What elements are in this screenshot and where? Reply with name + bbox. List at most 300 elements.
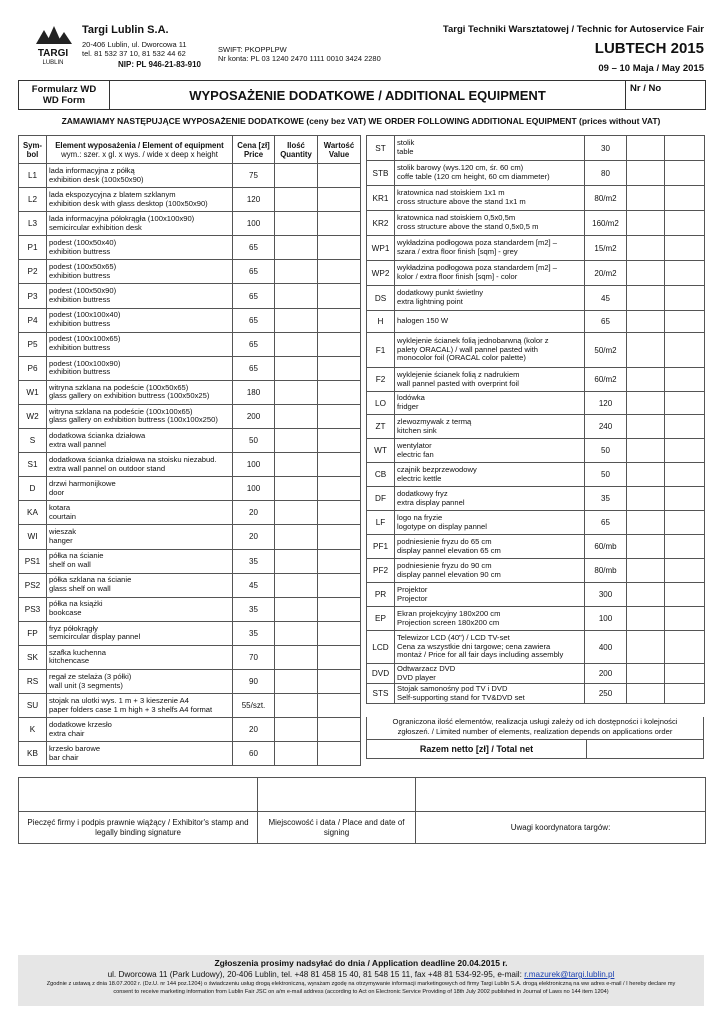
value-field[interactable]: [318, 332, 361, 356]
item-price: 15/m2: [585, 236, 627, 261]
value-field[interactable]: [318, 164, 361, 188]
quantity-field[interactable]: [275, 380, 318, 404]
item-price: 300: [585, 583, 627, 607]
table-row: [367, 559, 705, 583]
place-date-label: Miejscowość i data / Place and date of signing: [268, 817, 405, 837]
value-field[interactable]: [318, 308, 361, 332]
item-description: kotara courtain: [47, 501, 233, 525]
item-code: SU: [19, 694, 47, 718]
item-price: 120: [233, 188, 275, 212]
value-field[interactable]: [318, 284, 361, 308]
table-row: [367, 286, 705, 311]
swift-code: SWIFT: PKOPPLPW: [218, 45, 287, 54]
quantity-field[interactable]: [627, 136, 665, 161]
item-price: 65: [585, 311, 627, 333]
quantity-field[interactable]: [275, 549, 318, 573]
item-description: drzwi harmonijkowe door: [47, 477, 233, 501]
quantity-field[interactable]: [627, 559, 665, 583]
item-code: STB: [367, 161, 395, 186]
item-price: 80/mb: [585, 559, 627, 583]
value-field[interactable]: [665, 583, 705, 607]
value-field[interactable]: [318, 694, 361, 718]
quantity-field[interactable]: [275, 212, 318, 236]
item-description: podest (100x50x90) exhibition buttress: [47, 284, 233, 308]
bank-info: [218, 45, 381, 63]
value-field[interactable]: [665, 607, 705, 631]
table-row: [367, 261, 705, 286]
table-row: [367, 161, 705, 186]
value-field[interactable]: [665, 415, 705, 439]
quantity-field[interactable]: [275, 718, 318, 742]
table-row: [19, 212, 361, 236]
stamp-label: Pieczęć firmy i podpis prawnie wiążący / Exhibitor's stamp and legally binding signature: [27, 817, 249, 837]
table-row: [367, 684, 705, 704]
quantity-field[interactable]: [627, 368, 665, 392]
quantity-field[interactable]: [275, 597, 318, 621]
item-code: KR1: [367, 186, 395, 211]
place-date-cell: [258, 778, 416, 843]
item-description: półka na książki bookcase: [47, 597, 233, 621]
fair-dates: 09 – 10 Maja / May 2015: [598, 63, 704, 74]
item-description: dodatkowe krzesło extra chair: [47, 718, 233, 742]
total-row: [366, 739, 704, 759]
item-price: 120: [585, 392, 627, 415]
item-price: 35: [585, 487, 627, 511]
org-phone: tel. 81 532 37 10, 81 532 44 62: [82, 49, 186, 58]
value-field[interactable]: [318, 260, 361, 284]
item-price: 80/m2: [585, 186, 627, 211]
item-description: wieszak hanger: [47, 525, 233, 549]
legal-note: [18, 980, 704, 996]
quantity-field[interactable]: [275, 645, 318, 669]
item-description: półka szklana na ścianie glass shelf on wall: [47, 573, 233, 597]
quantity-field[interactable]: [275, 694, 318, 718]
quantity-field[interactable]: [627, 684, 665, 704]
item-price: 200: [585, 664, 627, 684]
quantity-field[interactable]: [275, 404, 318, 428]
total-label: Razem netto [zł] / Total net: [367, 740, 587, 758]
signature-block: [18, 777, 706, 844]
item-price: 400: [585, 631, 627, 664]
table-row: [19, 525, 361, 549]
quantity-field[interactable]: [275, 573, 318, 597]
table-row: [367, 415, 705, 439]
equipment-table-left: [18, 135, 361, 766]
item-code: L2: [19, 188, 47, 212]
table-row: [367, 607, 705, 631]
email-link[interactable]: r.mazurek@targi.lublin.pl: [524, 970, 615, 979]
value-field[interactable]: [318, 356, 361, 380]
quantity-field[interactable]: [627, 211, 665, 236]
table-row: [367, 664, 705, 684]
table-row: [19, 597, 361, 621]
item-code: KA: [19, 501, 47, 525]
item-description: halogen 150 W: [395, 311, 585, 333]
item-code: P4: [19, 308, 47, 332]
table-row: [19, 501, 361, 525]
table-row: [19, 380, 361, 404]
value-field[interactable]: [318, 453, 361, 477]
item-description: wentylator electric fan: [395, 439, 585, 463]
item-price: 60: [233, 742, 275, 766]
item-description: dodatkowa ścianka działowa na stoisku niezabud. extra wall pannel on outdoor stand: [47, 453, 233, 477]
item-code: EP: [367, 607, 395, 631]
quantity-field[interactable]: [275, 453, 318, 477]
item-description: stolik table: [395, 136, 585, 161]
item-code: CB: [367, 463, 395, 487]
org-name: Targi Lublin S.A.: [82, 24, 169, 36]
table-row: [19, 453, 361, 477]
place-date-field[interactable]: [258, 778, 415, 812]
item-description: lada ekspozycyjna z blatem szklanym exhibition desk with glass desktop (100x50x90): [47, 188, 233, 212]
value-field[interactable]: [318, 525, 361, 549]
table-row: [367, 511, 705, 535]
coordinator-cell: [416, 778, 705, 843]
item-price: 20: [233, 525, 275, 549]
item-description: fryz półokrągły semicircular display pannel: [47, 621, 233, 645]
value-field[interactable]: [665, 286, 705, 311]
quantity-field[interactable]: [627, 333, 665, 368]
quantity-field[interactable]: [627, 286, 665, 311]
form-number-field[interactable]: Nr / No: [625, 81, 705, 109]
item-code: PS1: [19, 549, 47, 573]
item-description: podniesienie fryzu do 65 cm display pannel elevation 65 cm: [395, 535, 585, 559]
item-price: 65: [233, 260, 275, 284]
item-description: podest (100x50x65) exhibition buttress: [47, 260, 233, 284]
item-description: wykładzina podłogowa poza standardem [m2] – szara / extra floor finish [sqm] - grey: [395, 236, 585, 261]
table-row: [19, 429, 361, 453]
quantity-field[interactable]: [275, 525, 318, 549]
value-field[interactable]: [665, 631, 705, 664]
item-description: Ekran projekcyjny 180x200 cm Projection screen 180x200 cm: [395, 607, 585, 631]
item-description: wyklejenie ścianek folią z nadrukiem wall pannel pasted with overprint foil: [395, 368, 585, 392]
legal-line-2: consent to receive marketing information from Lublin Fair JSC on a/m e-mail address (according to Act on Electronic Service Providing of 18th July 2002 published in Journal of Laws no 144 item 1204): [113, 989, 609, 995]
table-row: [19, 236, 361, 260]
value-field[interactable]: [318, 188, 361, 212]
table-row: [19, 621, 361, 645]
item-description: lada informacyjna z półką exhibition desk (100x50x90): [47, 164, 233, 188]
quantity-field[interactable]: [627, 511, 665, 535]
item-price: 250: [585, 684, 627, 704]
item-code: K: [19, 718, 47, 742]
table-row: [19, 164, 361, 188]
value-field[interactable]: [318, 236, 361, 260]
form-title-box: [18, 80, 706, 110]
item-price: 35: [233, 621, 275, 645]
value-field[interactable]: [665, 211, 705, 236]
quantity-field[interactable]: [627, 161, 665, 186]
footer-address: ul. Dworcowa 11 (Park Ludowy), 20-406 Lublin, tel. +48 81 458 15 40, 81 548 15 11, fax +48 81 534-92-95, e-mail: r.mazurek@targi.lublin.pl: [107, 970, 615, 979]
item-description: zlewozmywak z termą kitchen sink: [395, 415, 585, 439]
item-code: WP1: [367, 236, 395, 261]
item-price: 35: [233, 549, 275, 573]
item-description: Telewizor LCD (40") / LCD TV-set Cena za wszystkie dni targowe; cena zawiera montaż / Price for all fair days including assembly: [395, 631, 585, 664]
item-price: 70: [233, 645, 275, 669]
quantity-field[interactable]: [275, 621, 318, 645]
value-field[interactable]: [665, 368, 705, 392]
table-row: [19, 573, 361, 597]
item-description: dodatkowa ścianka działowa extra wall pannel: [47, 429, 233, 453]
item-description: wyklejenie ścianek folią jednobarwną (kolor z palety ORACAL) / wall pannel pasted with monocolor foil (ORACAL color palette): [395, 333, 585, 368]
table-row: [367, 463, 705, 487]
table-row: [19, 742, 361, 766]
value-field[interactable]: [665, 311, 705, 333]
company-logo: [30, 22, 76, 66]
value-field[interactable]: [665, 333, 705, 368]
item-code: P3: [19, 284, 47, 308]
value-field[interactable]: [318, 718, 361, 742]
order-statement: ZAMAWIAMY NASTĘPUJĄCE WYPOSAŻENIE DODATKOWE (ceny bez VAT) WE ORDER FOLLOWING ADDITIONAL EQUIPMENT (prices without VAT): [61, 116, 661, 126]
logo-sub: LUBLIN: [42, 60, 64, 66]
item-code: KB: [19, 742, 47, 766]
fair-code: LUBTECH 2015: [594, 40, 704, 57]
value-field[interactable]: [665, 161, 705, 186]
item-description: stojak na ulotki wys. 1 m + 3 kieszenie A4 paper folders case 1 m high + 3 shelfs A4 format: [47, 694, 233, 718]
value-field[interactable]: [318, 212, 361, 236]
item-description: kratownica nad stoiskiem 0,5x0,5m cross structure above the stand 0,5x0,5 m: [395, 211, 585, 236]
table-row: [367, 631, 705, 664]
item-price: 80: [585, 161, 627, 186]
table-row: [19, 308, 361, 332]
item-price: 50: [585, 439, 627, 463]
quantity-field[interactable]: [275, 356, 318, 380]
value-field[interactable]: [665, 463, 705, 487]
table-row: [19, 356, 361, 380]
table-row: [367, 392, 705, 415]
item-price: 65: [233, 356, 275, 380]
item-code: H: [367, 311, 395, 333]
stamp-cell: [19, 778, 258, 843]
value-field[interactable]: [318, 669, 361, 693]
table-row: [367, 236, 705, 261]
item-description: podest (100x50x40) exhibition buttress: [47, 236, 233, 260]
value-field[interactable]: [318, 549, 361, 573]
value-field[interactable]: [318, 477, 361, 501]
item-price: 50: [233, 429, 275, 453]
item-code: W2: [19, 404, 47, 428]
quantity-field[interactable]: [627, 415, 665, 439]
value-field[interactable]: [665, 439, 705, 463]
org-address: 20-406 Lublin, ul. Dworcowa 11: [82, 40, 187, 49]
value-field[interactable]: [318, 573, 361, 597]
col-symbol: Sym- bol: [19, 136, 47, 164]
item-code: LF: [367, 511, 395, 535]
item-price: 50: [585, 463, 627, 487]
table-row: [367, 487, 705, 511]
quantity-field[interactable]: [275, 669, 318, 693]
value-field[interactable]: [665, 261, 705, 286]
item-description: dodatkowy punkt świetlny extra lightning point: [395, 286, 585, 311]
item-code: FP: [19, 621, 47, 645]
item-description: dodatkowy fryz extra display pannel: [395, 487, 585, 511]
item-price: 20/m2: [585, 261, 627, 286]
item-price: 60/mb: [585, 535, 627, 559]
coordinator-label: Uwagi koordynatora targów:: [510, 822, 611, 832]
note-line-pl: Ograniczona ilość elementów, realizacja usługi zależy od ich dostępności i kolejności: [392, 717, 678, 726]
item-description: półka na ścianie shelf on wall: [47, 549, 233, 573]
value-field[interactable]: [665, 511, 705, 535]
quantity-field[interactable]: [275, 308, 318, 332]
item-description: lodówka fridger: [395, 392, 585, 415]
table-row: [367, 333, 705, 368]
item-code: L1: [19, 164, 47, 188]
table-row: [19, 669, 361, 693]
value-field[interactable]: [665, 559, 705, 583]
quantity-field[interactable]: [275, 742, 318, 766]
quantity-field[interactable]: [275, 188, 318, 212]
item-price: 90: [233, 669, 275, 693]
item-price: 100: [233, 453, 275, 477]
item-description: logo na fryzie logotype on display pannel: [395, 511, 585, 535]
quantity-field[interactable]: [627, 439, 665, 463]
quantity-field[interactable]: [627, 664, 665, 684]
item-price: 65: [233, 236, 275, 260]
item-code: W1: [19, 380, 47, 404]
item-code: P5: [19, 332, 47, 356]
item-description: witryna szklana na podeście (100x50x65) glass gallery on exhibition buttress (100x50x25): [47, 380, 233, 404]
item-price: 65: [585, 511, 627, 535]
form-title: WYPOSAŻENIE DODATKOWE / ADDITIONAL EQUIPMENT: [189, 87, 546, 103]
item-description: stolik barowy (wys.120 cm, śr. 60 cm) coffe table (120 cm height, 60 cm diammeter): [395, 161, 585, 186]
value-field[interactable]: [318, 742, 361, 766]
quantity-field[interactable]: [275, 429, 318, 453]
item-price: 60/m2: [585, 368, 627, 392]
value-field[interactable]: [318, 597, 361, 621]
table-row: [19, 549, 361, 573]
quantity-field[interactable]: [627, 631, 665, 664]
item-code: SK: [19, 645, 47, 669]
total-value-field[interactable]: [587, 740, 703, 758]
table-row: [19, 332, 361, 356]
quantity-field[interactable]: [275, 332, 318, 356]
value-field[interactable]: [665, 236, 705, 261]
item-price: 65: [233, 332, 275, 356]
item-code: L3: [19, 212, 47, 236]
item-code: S: [19, 429, 47, 453]
item-code: DF: [367, 487, 395, 511]
col-element: Element wyposażenia / Element of equipment wym.: szer. x gl. x wys. / wide x deep x height: [47, 136, 233, 164]
coordinator-field[interactable]: [416, 778, 705, 812]
item-code: F1: [367, 333, 395, 368]
value-field[interactable]: [665, 186, 705, 211]
quantity-field[interactable]: [627, 535, 665, 559]
item-price: 75: [233, 164, 275, 188]
item-description: Stojak samonośny pod TV i DVD Self-supporting stand for TV&DVD set: [395, 684, 585, 704]
item-code: LCD: [367, 631, 395, 664]
account-number: Nr konta: PL 03 1240 2470 1111 0010 3424 2280: [218, 54, 381, 63]
item-description: Odtwarzacz DVD DVD player: [395, 664, 585, 684]
quantity-field[interactable]: [627, 463, 665, 487]
table-row: [19, 645, 361, 669]
quantity-field[interactable]: [275, 260, 318, 284]
value-field[interactable]: [665, 392, 705, 415]
item-description: podest (100x100x90) exhibition buttress: [47, 356, 233, 380]
value-field[interactable]: [665, 535, 705, 559]
item-code: ZT: [367, 415, 395, 439]
value-field[interactable]: [318, 645, 361, 669]
item-description: podest (100x100x65) exhibition buttress: [47, 332, 233, 356]
value-field[interactable]: [665, 136, 705, 161]
item-description: witryna szklana na podeście (100x100x65) glass gallery on exhibition buttress (100x100x250): [47, 404, 233, 428]
org-nip: NIP: PL 946-21-83-910: [118, 60, 202, 69]
org-contact: [82, 40, 187, 58]
logo-icon: [30, 22, 76, 66]
item-price: 65: [233, 308, 275, 332]
table-row: [367, 535, 705, 559]
quantity-field[interactable]: [627, 487, 665, 511]
quantity-field[interactable]: [627, 236, 665, 261]
value-field[interactable]: [318, 404, 361, 428]
value-field[interactable]: [665, 684, 705, 704]
item-code: P2: [19, 260, 47, 284]
item-code: PS3: [19, 597, 47, 621]
item-description: regał ze stelaża (3 półki) wall unit (3 segments): [47, 669, 233, 693]
quantity-field[interactable]: [627, 311, 665, 333]
item-description: Projektor Projector: [395, 583, 585, 607]
table-row: [19, 404, 361, 428]
item-price: 180: [233, 380, 275, 404]
quantity-field[interactable]: [627, 583, 665, 607]
item-price: 200: [233, 404, 275, 428]
item-code: PF1: [367, 535, 395, 559]
stamp-field[interactable]: [19, 778, 257, 812]
quantity-field[interactable]: [275, 501, 318, 525]
col-value: Wartość Value: [318, 136, 361, 164]
table-row: [19, 694, 361, 718]
value-field[interactable]: [318, 429, 361, 453]
quantity-field[interactable]: [275, 164, 318, 188]
quantity-field[interactable]: [627, 392, 665, 415]
value-field[interactable]: [318, 621, 361, 645]
item-price: 45: [585, 286, 627, 311]
footer: [18, 955, 704, 1006]
table-row: [19, 477, 361, 501]
item-code: DVD: [367, 664, 395, 684]
quantity-field[interactable]: [627, 607, 665, 631]
value-field[interactable]: [665, 487, 705, 511]
item-price: 50/m2: [585, 333, 627, 368]
value-field[interactable]: [318, 380, 361, 404]
quantity-field[interactable]: [275, 477, 318, 501]
quantity-field[interactable]: [627, 186, 665, 211]
quantity-field[interactable]: [275, 236, 318, 260]
value-field[interactable]: [318, 501, 361, 525]
item-code: ST: [367, 136, 395, 161]
table-row: [367, 311, 705, 333]
value-field[interactable]: [665, 664, 705, 684]
form-id: [19, 81, 110, 109]
item-description: wykładzina podłogowa poza standardem [m2] – kolor / extra floor finish [sqm] - color: [395, 261, 585, 286]
item-code: PR: [367, 583, 395, 607]
item-price: 45: [233, 573, 275, 597]
table-row: [367, 136, 705, 161]
table-row: [367, 211, 705, 236]
item-price: 100: [585, 607, 627, 631]
quantity-field[interactable]: [627, 261, 665, 286]
item-code: PS2: [19, 573, 47, 597]
note-line-en: zgłoszeń. / Limited number of elements, realization depends on applications order: [397, 726, 673, 736]
item-code: STS: [367, 684, 395, 704]
item-description: czajnik bezprzewodowy electric kettle: [395, 463, 585, 487]
item-price: 100: [233, 477, 275, 501]
quantity-field[interactable]: [275, 284, 318, 308]
table-row: [367, 583, 705, 607]
item-price: 35: [233, 597, 275, 621]
item-code: RS: [19, 669, 47, 693]
deadline: Zgłoszenia prosimy nadsyłać do dnia / Application deadline 20.04.2015 r.: [214, 958, 508, 968]
table-row: [19, 284, 361, 308]
item-code: WI: [19, 525, 47, 549]
